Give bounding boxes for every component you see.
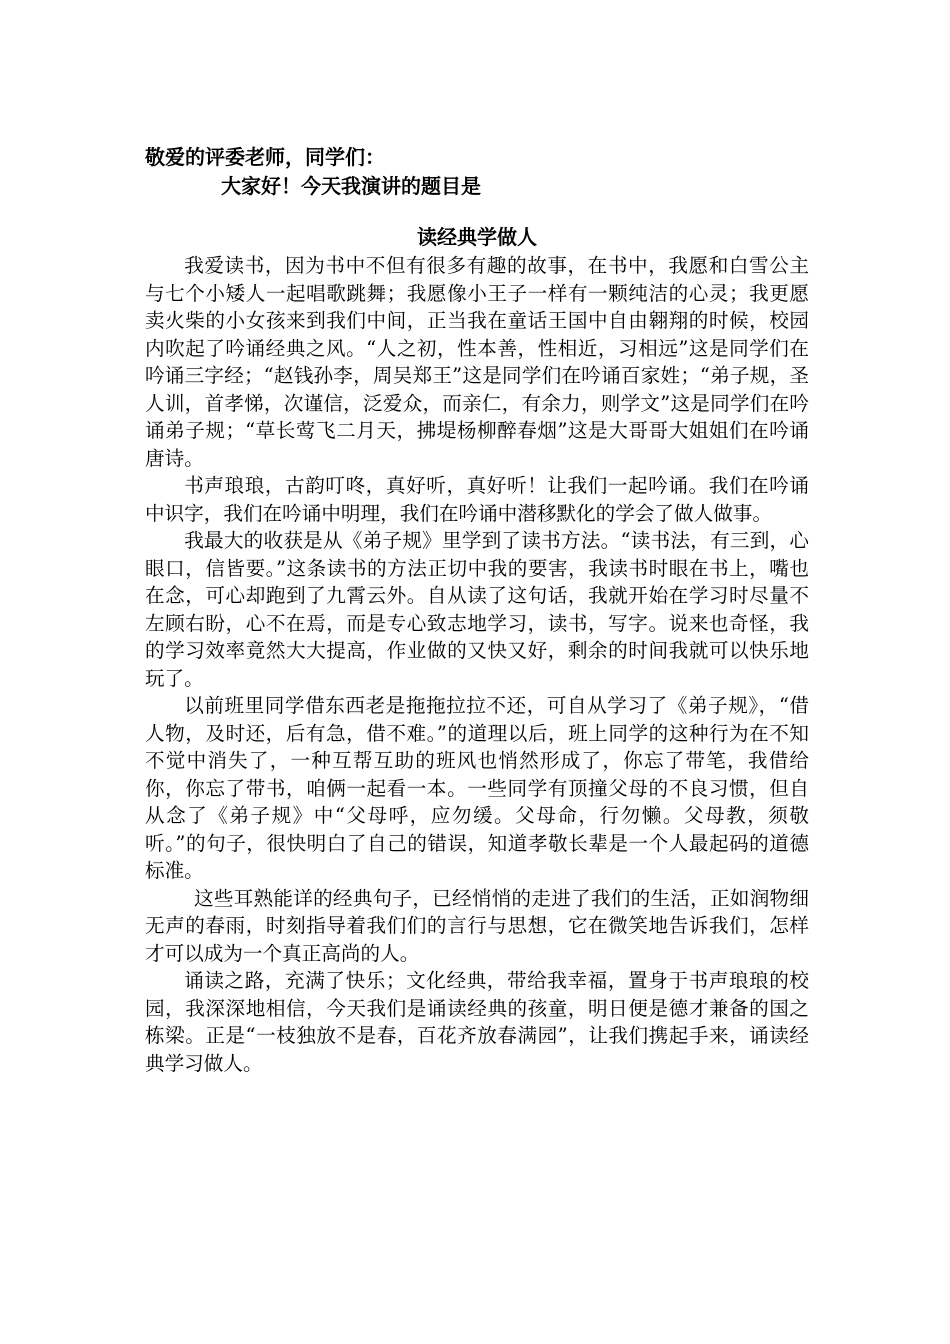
paragraph-4: 以前班里同学借东西老是拖拖拉拉不还，可自从学习了《弟子规》，“借人物，及时还，后有急，借不难。”的道理以后，班上同学的这种行为在不知不觉中消失了，一种互帮互助的班风也悄然形成了，你忘了带笔，我借给你，你忘了带书，咱俩一起看一本。一些同学有顶撞父母的不良习惯，但自从念了《弟子规》中“父母呼，应勿缓。父母命，行勿懒。父母教，须敬听。”的句子，很快明白了自己的错误，知道孝敬长辈是一个人最起码的道德标准。 <box>145 694 809 882</box>
paragraph-5: 这些耳熟能详的经典句子，已经悄悄的走进了我们的生活，正如润物细无声的春雨，时刻指导着我们们的言行与思想，它在微笑地告诉我们，怎样才可以成为一个真正高尚的人。 <box>145 886 809 965</box>
paragraph-2: 书声琅琅，古韵叮咚，真好听，真好听！让我们一起吟诵。我们在吟诵中识字，我们在吟诵中明理，我们在吟诵中潜移默化的学会了做人做事。 <box>145 474 809 525</box>
document-page <box>145 143 809 1077</box>
paragraph-1: 我爱读书，因为书中不但有很多有趣的故事，在书中，我愿和白雪公主与七个小矮人一起唱歌跳舞；我愿像小王子一样有一颗纯洁的心灵；我更愿卖火柴的小女孩来到我们中间，正当我在童话王国中自由翱翔的时候，校园内吹起了吟诵经典之风。“人之初，性本善，性相近，习相远”这是同学们在吟诵三字经；“赵钱孙李，周吴郑王”这是同学们在吟诵百家姓；“弟子规，圣人训，首孝悌，次谨信，泛爱众，而亲仁，有余力，则学文”这是同学们在吟诵弟子规；“草长莺飞二月天，拂堤杨柳醉春烟”这是大哥哥大姐姐们在吟诵唐诗。 <box>145 254 809 470</box>
salutation: 敬爱的评委老师，同学们： <box>145 145 385 169</box>
paragraph-6: 诵读之路，充满了快乐；文化经典，带给我幸福，置身于书声琅琅的校园，我深深地相信，今天我们是诵读经典的孩童，明日便是德才兼备的国之栋梁。正是“一枝独放不是春，百花齐放春满园”，让我们携起手来，诵读经典学习做人。 <box>145 969 809 1075</box>
greeting: 大家好！今天我演讲的题目是 <box>221 174 481 198</box>
speech-title: 读经典学做人 <box>417 225 537 249</box>
paragraph-3: 我最大的收获是从《弟子规》里学到了读书方法。“读书法，有三到，心眼口，信皆要。”这条读书的方法正切中我的要害，我读书时眼在书上，嘴也在念，可心却跑到了九霄云外。自从读了这句话，我就开始在学习时尽量不左顾右盼，心不在焉，而是专心致志地学习，读书，写字。说来也奇怪，我的学习效率竟然大大提高，作业做的又快又好，剩余的时间我就可以快乐地玩了。 <box>145 529 809 690</box>
